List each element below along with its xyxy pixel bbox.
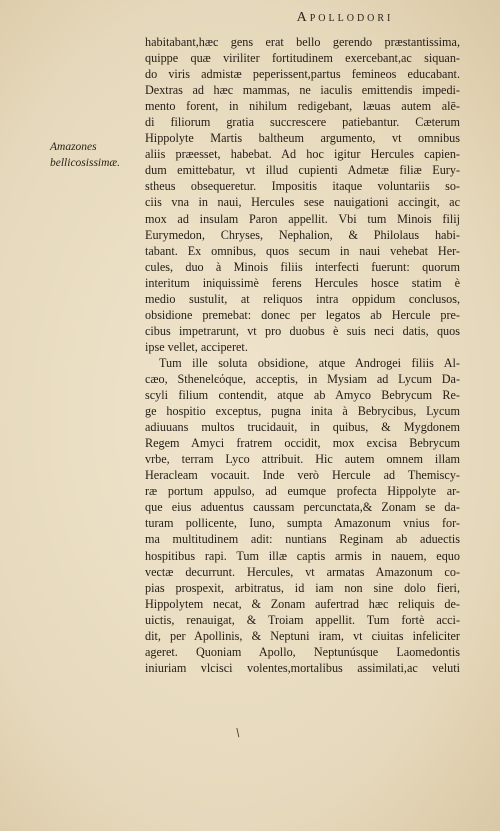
body-text xyxy=(145,34,460,676)
text-line: cæo, Sthenelєόque, acceptis, in Mysiam ad Lycum Da- xyxy=(145,371,460,386)
text-line: vectæ decurrunt. Hercules, vt armatas Amazonum co- xyxy=(145,564,460,579)
text-line: ageret. Quoniam Apollo, Neptunúsque Laomedontis xyxy=(145,644,460,659)
text-line: Hippolytem necat, & Zonam aufertrad hæc reliquis de- xyxy=(145,596,460,611)
text-line: ræ portum appulso, ad eumque profecta Hippolyte ar- xyxy=(145,484,460,499)
text-line: turam pollicente, Iuno, sumpta Amazonum vnius for- xyxy=(145,516,460,531)
text-line: aliis præesset, habebat. Ad hoc igitur Hercules capien- xyxy=(145,147,460,162)
text-line: do viris admistæ peperissent,partus femineos educabant. xyxy=(145,67,460,82)
text-line: ciis vna in naui, Hercules sese nauigationi accingit, ac xyxy=(145,195,460,210)
text-line: tabant. Ex omnibus, quos secum in naui vehebat Her- xyxy=(145,243,460,258)
margin-note-line-1: Amazones xyxy=(50,141,97,153)
text-line: pias prospexit, arbitratus, id iam non sine dolo fieri, xyxy=(145,580,460,595)
text-line: Heracleam vocauit. Inde verò Hercule ad Themiscy- xyxy=(145,468,460,483)
text-line: interitum iniquissimè ferens Hercules hosce statim è xyxy=(145,275,460,290)
text-line: scyli filium contendit, atque ab Amyco Bebrycum Re- xyxy=(145,388,460,403)
text-line: cules, duo à Minois filiis interfecti fuerunt: quorum xyxy=(145,259,460,274)
text-line: vrbe, terram Lyco attribuit. Hic autem omnem illam xyxy=(145,452,460,467)
text-line: hospitibus rapi. Tum illæ captis armis in nauem, equo xyxy=(145,548,460,563)
text-line: ipse vellet, acciperet. xyxy=(145,339,248,354)
text-line: Regem Amyci fratrem occidit, mox excisa Bebrycum xyxy=(145,436,460,451)
text-line: iniuriam vlcisci volentes,mortalibus assimilati,ac veluti xyxy=(145,660,460,675)
text-line: Tum ille soluta obsidione, atque Androgei filiis Al- xyxy=(159,355,460,370)
text-line: dit, per Apollinis, & Neptuni iram, vt ciuitas infeliciter xyxy=(145,628,460,643)
text-line: medio sustulit, at reliquos intra oppidum conclusos, xyxy=(145,291,460,306)
margin-note xyxy=(50,139,145,171)
text-line: Hippolyte Martis baltheum argumento, vt omnibus xyxy=(145,131,460,146)
ink-mark: / xyxy=(232,725,243,740)
text-line: dum emittebatur, vt illud cupienti Admetæ filiæ Eury- xyxy=(145,163,460,178)
text-line: que eius aduentus caussam percunctata,& Zonam se da- xyxy=(145,500,460,515)
text-line: quippe quæ viriliter fortitudinem exercebant,ac siquan- xyxy=(145,51,460,66)
text-line: habitabant,hæc gens erat bello gerendo præstantissima, xyxy=(145,35,460,49)
text-line: uictis, renauigat, & Troiam appellit. Tum fortè acci- xyxy=(145,612,460,627)
text-line: di filiorum gratia succrescere patiebantur. Cæterum xyxy=(145,115,460,130)
text-line: stheus obsequeretur. Impositis itaque voluntariis so- xyxy=(145,179,460,194)
text-line: obsidione premebat: donec per legatos ab Hercule pre- xyxy=(145,307,460,322)
text-line: Eurymedon, Chryses, Nephalion, & Philolaus habi- xyxy=(145,227,460,242)
running-head: Apollodori xyxy=(296,10,394,25)
text-line: ge hospitio exceptus, pugna inita à Bebrycibus, Lycum xyxy=(145,404,460,419)
text-line: adiuuans multos trucidauit, in quibus, & Mygdonem xyxy=(145,420,460,435)
margin-note-line-2: bellicosissimæ. xyxy=(50,157,120,169)
text-line: cibus impetrarunt, vt pro duobus è suis neci datis, quos xyxy=(145,323,460,338)
text-line: mox ad insulam Paron appellit. Vbi tum Minois filij xyxy=(145,211,460,226)
text-line: Dextras ad hæc mammas, ne iaculis emittendis impedi- xyxy=(145,83,460,98)
text-line: ma multitudinem adit: nuntians Reginam ab aduectis xyxy=(145,532,460,547)
text-line: mento forent, in nihilum redigebant, læuas autem alē- xyxy=(145,99,460,114)
